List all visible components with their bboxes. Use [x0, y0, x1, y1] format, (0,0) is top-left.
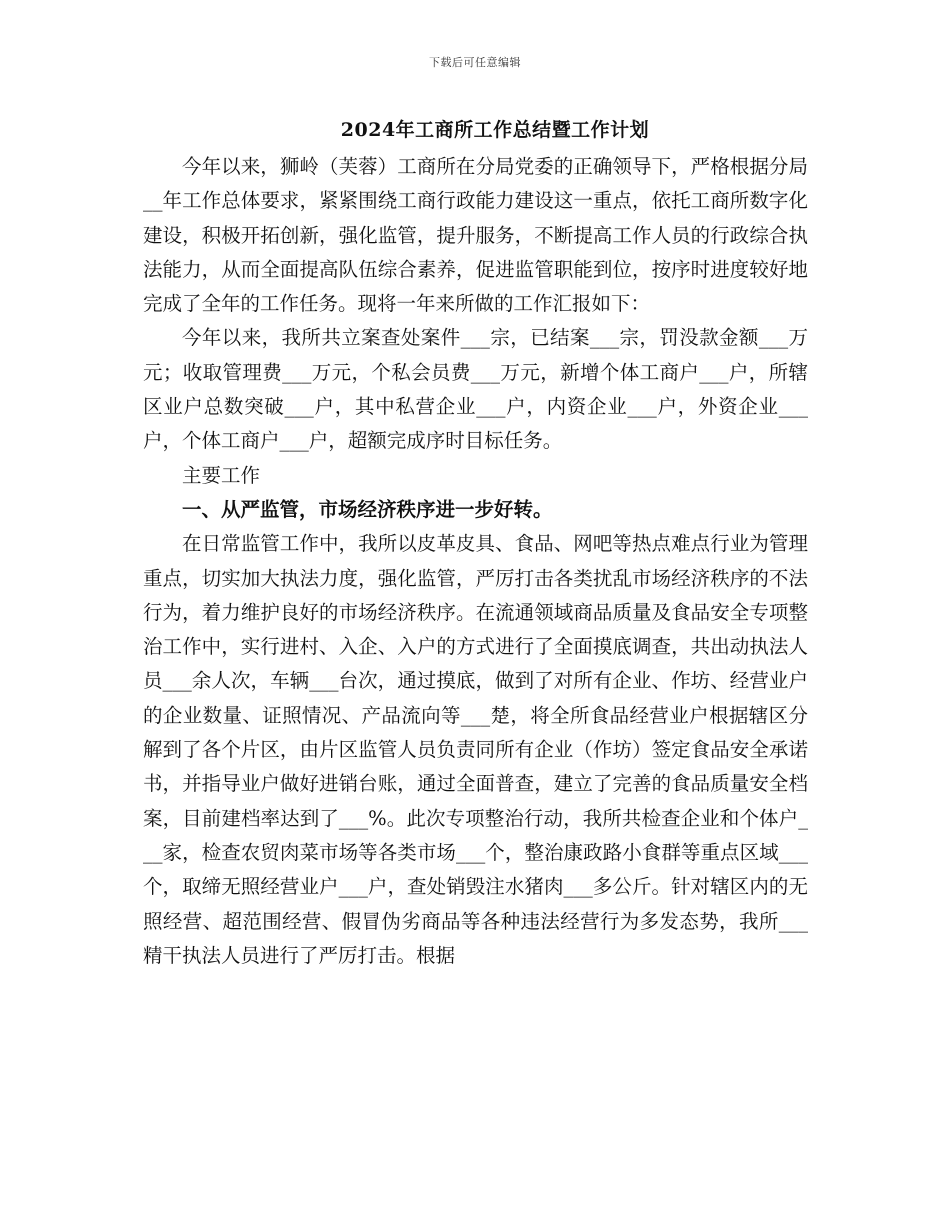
document-body [143, 150, 808, 973]
header-note: 下载后可任意编辑 [429, 56, 521, 69]
document-title: 2024年工商所工作总结暨工作计划 [340, 119, 650, 141]
statistics-paragraph: 今年以来，我所共立案查处案件___宗，已结案___宗，罚没款金额___万元；收取管理费___万元，个私会员费___万元，新增个体工商户___户，所辖区业户总数突破___户，其中私营企业___户，内资企业___户，外资企业___户，个体工商户___户，超额完成序时目标任务。 [143, 326, 808, 453]
main-work-label: 主要工作 [182, 463, 261, 487]
section-heading-1: 一、从严监管，市场经济秩序进一步好转。 [182, 497, 553, 521]
intro-paragraph: 今年以来，狮岭（芙蓉）工商所在分局党委的正确领导下，严格根据分局__年工作总体要求，紧紧围绕工商行政能力建设这一重点，依托工商所数字化建设，积极开拓创新，强化监管，提升服务，不断提高工作人员的行政综合执法能力，从而全面提高队伍综合素养，促进监管职能到位，按序时进度较好地完成了全年的工作任务。现将一年来所做的工作汇报如下： [143, 155, 808, 316]
section-1-paragraph: 在日常监管工作中，我所以皮革皮具、食品、网吧等热点难点行业为管理重点，切实加大执法力度，强化监管，严厉打击各类扰乱市场经济秩序的不法行为，着力维护良好的市场经济秩序。在流通领域商品质量及食品安全专项整治工作中，实行进村、入企、入户的方式进行了全面摸底调查，共出动执法人员___余人次，车辆___台次，通过摸底，做到了对所有企业、作坊、经营业户的企业数量、证照情况、产品流向等___楚，将全所食品经营业户根据辖区分解到了各个片区，由片区监管人员负责同所有企业（作坊）签定食品安全承诺书，并指导业户做好进销台账，通过全面普查，建立了完善的食品质量安全档案，目前建档率达到了___%。此次专项整治行动，我所共检查企业和个体户___家，检查农贸肉菜市场等各类市场___个，整治康政路小食群等重点区域___个，取缔无照经营业户___户，查处销毁注水猪肉___多公斤。针对辖区内的无照经营、超范围经营、假冒伪劣商品等各种违法经营行为多发态势，我所___精干执法人员进行了严厉打击。根据 [143, 532, 808, 967]
